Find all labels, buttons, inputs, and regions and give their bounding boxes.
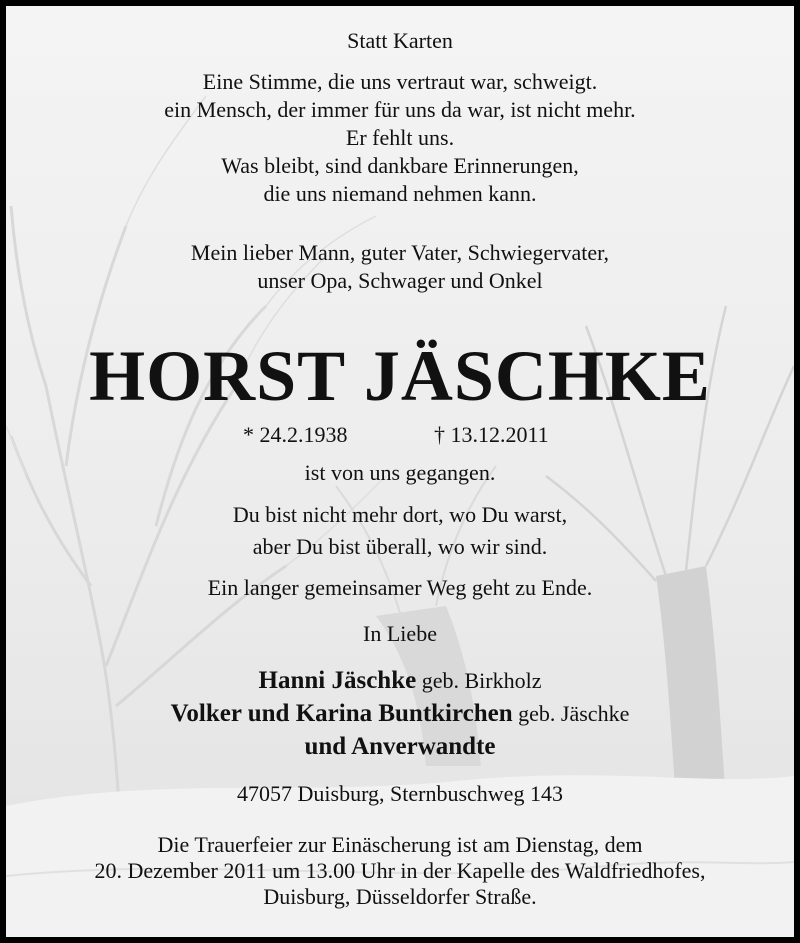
mourner-3	[6, 734, 794, 760]
relation-line: unser Opa, Schwager und Onkel	[257, 268, 543, 293]
poem-line: Eine Stimme, die uns vertraut war, schweigt.	[202, 69, 598, 94]
birth-date: * 24.2.1938	[243, 422, 348, 447]
poem-line: ein Mensch, der immer für uns da war, ist nicht mehr.	[164, 97, 636, 122]
mourner-2	[6, 701, 794, 727]
verse-line: Du bist nicht mehr dort, wo Du warst,	[232, 502, 568, 527]
verse-line: aber Du bist überall, wo wir sind.	[252, 534, 548, 559]
mourner-1-note: geb. Birkholz	[421, 668, 542, 693]
in-liebe: In Liebe	[363, 621, 437, 646]
way-line: Ein langer gemeinsamer Weg geht zu Ende.	[207, 575, 593, 600]
mourner-1	[6, 668, 794, 694]
mourner-3-name: und Anverwandte	[304, 733, 496, 760]
ceremony-line: Duisburg, Düsseldorfer Straße.	[263, 884, 537, 909]
mourner-2-name: Volker und Karina Buntkirchen	[170, 700, 513, 727]
poem-line: die uns niemand nehmen kann.	[263, 181, 537, 206]
poem-line: Was bleibt, sind dankbare Erinnerungen,	[221, 153, 579, 178]
ceremony-line: 20. Dezember 2011 um 13.00 Uhr in der Kapelle des Waldfriedhofes,	[94, 858, 706, 883]
mourner-1-name: Hanni Jäschke	[258, 667, 417, 694]
passed-line: ist von uns gegangen.	[304, 460, 496, 485]
relation-line: Mein lieber Mann, guter Vater, Schwiegervater,	[190, 240, 610, 265]
deceased-name: HORST JÄSCHKE	[89, 336, 711, 416]
mourner-2-note: geb. Jäschke	[518, 701, 630, 726]
ceremony-line: Die Trauerfeier zur Einäscherung ist am Dienstag, dem	[157, 832, 643, 857]
statt-karten: Statt Karten	[347, 28, 453, 53]
poem-line: Er fehlt uns.	[345, 125, 455, 150]
address: 47057 Duisburg, Sternbuschweg 143	[237, 781, 563, 806]
death-date: † 13.12.2011	[434, 422, 549, 447]
